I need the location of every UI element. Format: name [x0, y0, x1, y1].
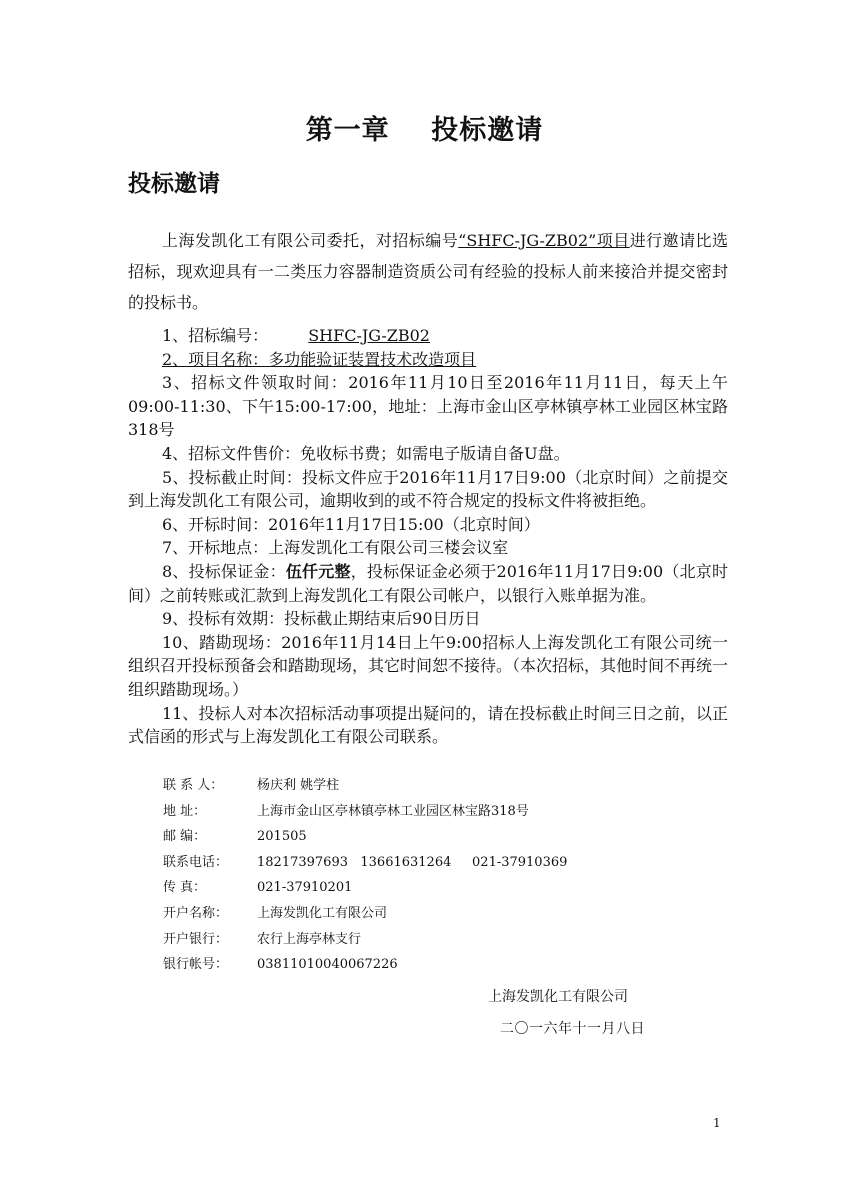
contact-row-account-number [163, 952, 567, 978]
contact-row-postcode [163, 824, 567, 850]
page-number: 1 [713, 1116, 721, 1130]
bid-bond-text: ，投标保证金必须于2016年11月17日9:00（北京时间）之前转账或汇款到上海发凯化工有限公司帐户，以银行入账单据为准。 [128, 561, 728, 605]
contact-label: 联系电话： [163, 854, 229, 870]
tender-code-highlight: “SHFC-JG-ZB02”项目 [458, 231, 630, 250]
chapter-title: 第一章 投标邀请 [305, 115, 544, 146]
contact-value: 201505 [257, 829, 307, 845]
project-name-text: 2、项目名称：多功能验证装置技术改造项目 [162, 349, 477, 369]
contact-info-block [163, 773, 567, 978]
contact-row-phone [163, 850, 567, 876]
list-item-document-price: 4、招标文件售价：免收标书费；如需电子版请自备U盘。 [162, 443, 570, 463]
contact-row-person [163, 773, 567, 799]
contact-row-bank [163, 927, 567, 953]
list-item-project-name [128, 348, 728, 372]
signature-company: 上海发凯化工有限公司 [488, 989, 628, 1005]
contact-row-account-name [163, 901, 567, 927]
bid-bond-label: 8、投标保证金： [162, 561, 286, 581]
intro-text-before: 上海发凯化工有限公司委托，对招标编号 [162, 231, 459, 250]
contact-value: 03811010040067226 [257, 957, 398, 973]
contact-label: 银行帐号： [163, 957, 229, 973]
list-item-opening-time: 6、开标时间：2016年11月17日15:00（北京时间） [162, 514, 540, 534]
contact-label: 传 真： [163, 880, 207, 896]
tender-items-list [128, 324, 728, 749]
list-item-opening-location: 7、开标地点：上海发凯化工有限公司三楼会议室 [162, 538, 509, 558]
contact-label: 地 址： [163, 803, 207, 819]
contact-row-address [163, 799, 567, 825]
intro-text-after: 进行邀请比选招标，现欢迎具有一二类压力容器制造资质公司有经验的投标人前来接洽并提交密封的投标书。 [128, 231, 728, 312]
list-item-document-pickup: 3、招标文件领取时间：2016年11月10日至2016年11月11日，每天上午09:00-11:30、下午15:00-17:00，地址：上海市金山区亭林镇亭林工业园区林宝路318号 [128, 373, 728, 440]
contact-label: 开户名称： [163, 905, 229, 921]
section-title: 投标邀请 [128, 170, 220, 197]
tender-number-value: SHFC-JG-ZB02 [308, 326, 430, 345]
intro-paragraph [128, 225, 728, 318]
contact-label: 开户银行： [163, 931, 229, 947]
signature-date: 二〇一六年十一月八日 [500, 1021, 645, 1037]
list-item-tender-number [128, 324, 728, 348]
list-item-site-visit: 10、踏勘现场：2016年11月14日上午9:00招标人上海发凯化工有限公司统一组织召开投标预备会和踏勘现场，其它时间恕不接待。（本次招标，其他时间不再统一组织踏勘现场。） [128, 632, 729, 699]
list-item-inquiries: 11、投标人对本次招标活动事项提出疑问的，请在投标截止时间三日之前，以正式信函的形式与上海发凯化工有限公司联系。 [128, 703, 728, 747]
contact-value: 18217397693 13661631264 021-37910369 [257, 854, 568, 870]
item-label: 1、招标编号： [162, 326, 269, 345]
contact-label: 联 系 人： [163, 778, 224, 793]
bid-bond-amount: 伍仟元整 [285, 561, 351, 581]
contact-value: 021-37910201 [257, 880, 353, 896]
list-item-bid-bond [128, 560, 728, 607]
contact-value: 上海发凯化工有限公司 [257, 905, 388, 921]
contact-value: 杨庆利 姚学柱 [257, 778, 340, 793]
contact-value: 上海市金山区亭林镇亭林工业园区林宝路318号 [257, 803, 529, 819]
list-item-bid-validity: 9、投标有效期：投标截止期结束后90日历日 [162, 609, 481, 629]
list-item-bid-deadline: 5、投标截止时间：投标文件应于2016年11月17日9:00（北京时间）之前提交到上海发凯化工有限公司，逾期收到的或不符合规定的投标文件将被拒绝。 [128, 467, 728, 511]
contact-label: 邮 编： [163, 829, 207, 845]
contact-row-fax [163, 875, 567, 901]
contact-value: 农行上海亭林支行 [257, 931, 362, 947]
